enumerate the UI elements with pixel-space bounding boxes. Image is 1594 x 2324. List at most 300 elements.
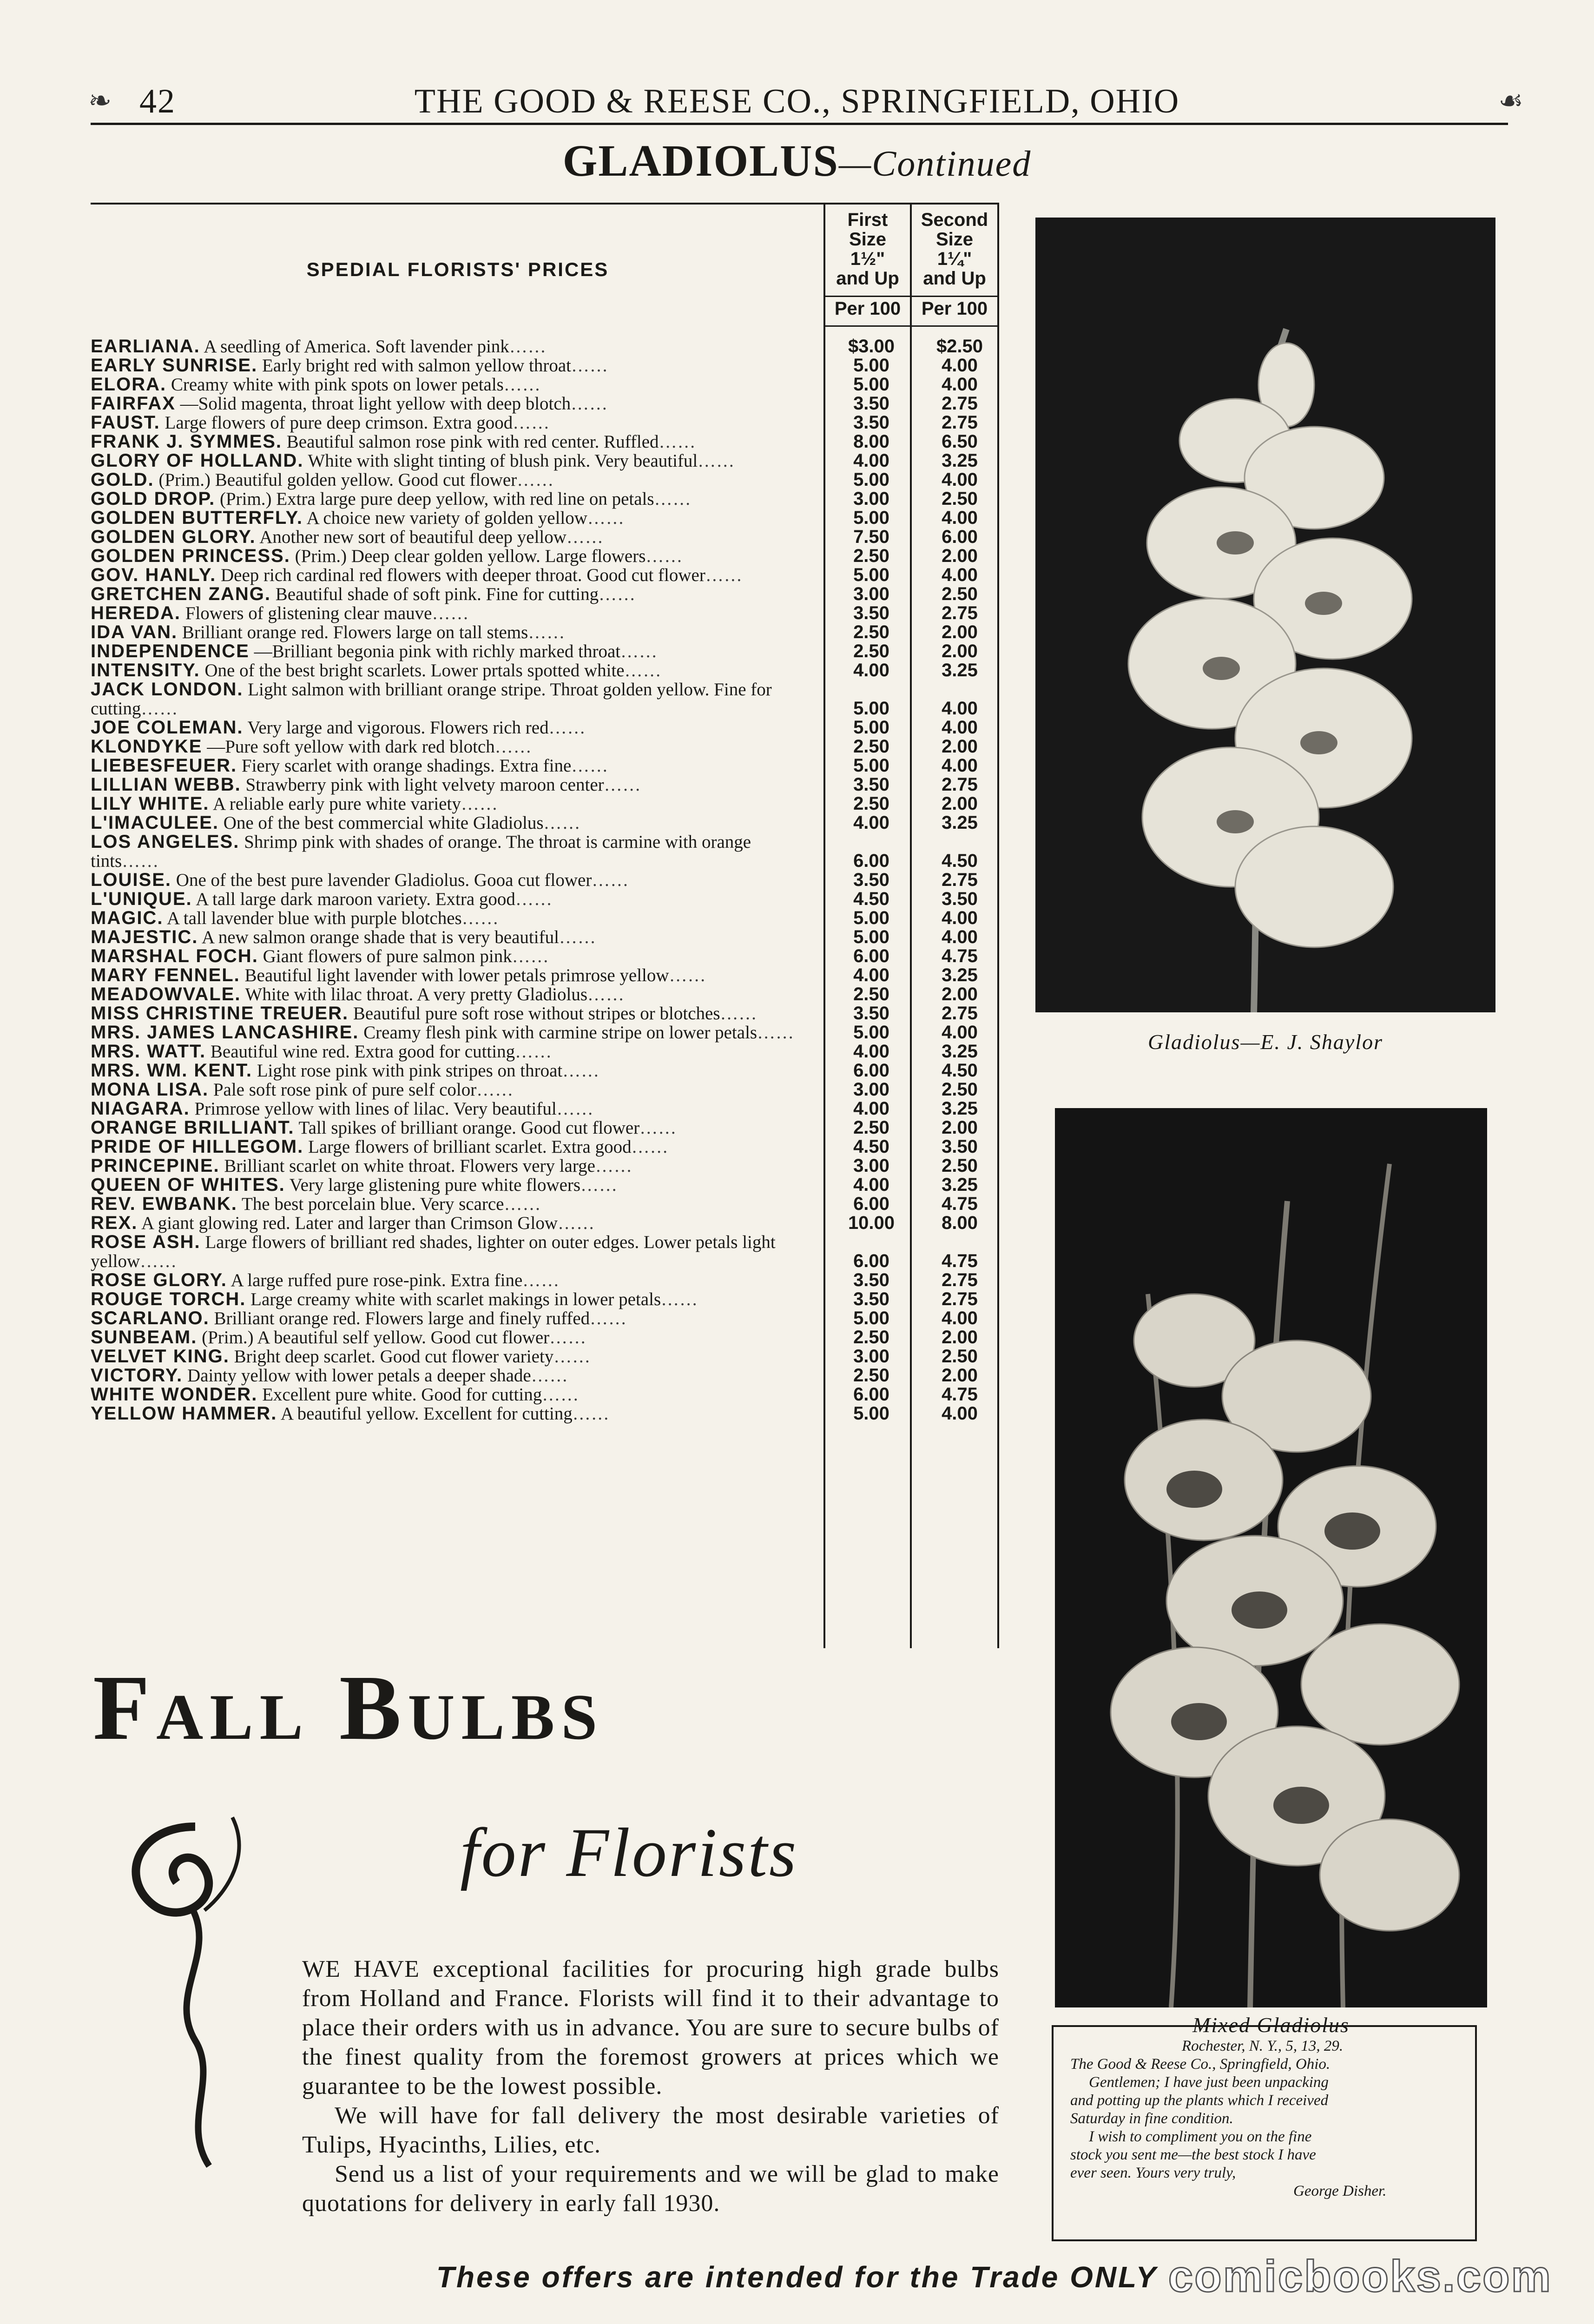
variety-description xyxy=(91,1156,820,1175)
variety-description xyxy=(91,775,820,794)
variety-description xyxy=(91,356,820,375)
variety-description xyxy=(91,718,820,737)
variety-name: GOLD. xyxy=(91,469,154,490)
variety-text: Very large and vigorous. Flowers rich red xyxy=(247,718,549,738)
variety-name: IDA VAN. xyxy=(91,622,178,642)
price-first-size: 3.50 xyxy=(853,774,889,795)
variety-description xyxy=(91,1271,820,1290)
price-first-size: 2.50 xyxy=(853,641,889,661)
price-second-size: 2.50 xyxy=(942,1079,978,1100)
table-row xyxy=(91,394,1004,413)
variety-name: HEREDA. xyxy=(91,603,181,623)
dot-leader: …… xyxy=(461,908,499,928)
letter-signature: George Disher. xyxy=(1293,2183,1387,2199)
dot-leader: …… xyxy=(590,1308,627,1328)
watermark: comicbooks.com xyxy=(1168,2251,1552,2301)
column-head-rule xyxy=(823,296,999,297)
price-first-size: 3.50 xyxy=(853,412,889,433)
variety-description xyxy=(91,1214,820,1233)
price-second-size: 2.50 xyxy=(942,584,978,604)
price-second-size: 4.00 xyxy=(942,927,978,947)
table-top-rule xyxy=(91,203,999,205)
table-row xyxy=(91,508,1004,528)
dot-leader: …… xyxy=(509,337,547,357)
column-unit-label: Per 100 xyxy=(921,298,988,319)
variety-text: Large flowers of pure deep crimson. Extra good xyxy=(165,413,513,433)
variety-name: VICTORY. xyxy=(91,1365,183,1386)
variety-text: Fiery scarlet with orange shadings. Extra fine xyxy=(241,756,572,776)
price-first-size: 6.00 xyxy=(853,1194,889,1214)
variety-name: VELVET KING. xyxy=(91,1346,230,1367)
fall-bulbs-title: Fall Bulbs xyxy=(93,1657,604,1759)
table-row xyxy=(91,604,1004,623)
left-ornament-icon: ❧ xyxy=(88,86,113,116)
variety-name: ROUGE TORCH. xyxy=(91,1289,246,1309)
price-second-size: 3.25 xyxy=(942,1098,978,1119)
price-first-size: 6.00 xyxy=(853,1251,889,1271)
variety-description xyxy=(91,1309,820,1328)
price-second-size: 4.00 xyxy=(942,1403,978,1424)
dot-leader: …… xyxy=(659,432,696,452)
price-first-size: 5.00 xyxy=(853,755,889,776)
dot-leader: …… xyxy=(515,1042,553,1062)
price-first-size: 4.00 xyxy=(853,1041,889,1062)
price-second-size: 3.25 xyxy=(942,1175,978,1195)
price-second-size: 2.75 xyxy=(942,870,978,890)
dot-leader: …… xyxy=(553,1347,591,1367)
variety-name: GOLDEN BUTTERFLY. xyxy=(91,508,303,528)
price-first-size: 4.00 xyxy=(853,965,889,985)
variety-name: NIAGARA. xyxy=(91,1098,190,1119)
variety-text: One of the best bright scarlets. Lower prtals spotted white xyxy=(204,660,625,680)
variety-text: Creamy flesh pink with carmine stripe on lower petals xyxy=(363,1023,757,1043)
price-first-size: 2.50 xyxy=(853,1365,889,1386)
variety-description xyxy=(91,337,820,356)
variety-description xyxy=(91,604,820,623)
table-row xyxy=(91,566,1004,585)
dot-leader: …… xyxy=(512,946,549,966)
price-second-size: 3.25 xyxy=(942,1041,978,1062)
variety-name: KLONDYKE xyxy=(91,736,203,757)
variety-description xyxy=(91,1004,820,1023)
variety-description xyxy=(91,1175,820,1195)
price-second-size: 2.00 xyxy=(942,793,978,814)
price-first-size: 2.50 xyxy=(853,546,889,566)
dot-leader: …… xyxy=(494,737,532,757)
letter-line: Gentlemen; I have just been unpacking xyxy=(1089,2074,1329,2091)
variety-description xyxy=(91,928,820,947)
right-ornament-icon: ☙ xyxy=(1498,86,1524,116)
table-row xyxy=(91,489,1004,508)
variety-description xyxy=(91,432,820,451)
dot-leader: …… xyxy=(595,1156,632,1176)
table-row xyxy=(91,966,1004,985)
variety-name: FAUST. xyxy=(91,412,160,433)
table-row xyxy=(91,1061,1004,1080)
running-title: THE GOOD & REESE CO., SPRINGFIELD, OHIO xyxy=(414,82,1180,120)
dot-leader: …… xyxy=(141,699,178,719)
variety-name: LIEBESFEUER. xyxy=(91,755,237,776)
variety-name: GOLDEN GLORY. xyxy=(91,527,256,547)
variety-text: Bright deep scarlet. Good cut flower variety xyxy=(234,1347,554,1367)
variety-text: Dainty yellow with lower petals a deeper shade xyxy=(187,1366,531,1386)
variety-name: WHITE WONDER. xyxy=(91,1384,258,1405)
dot-leader: …… xyxy=(122,851,159,871)
variety-text: A tall large dark maroon variety. Extra good xyxy=(196,889,515,909)
dot-leader: …… xyxy=(528,622,566,642)
variety-text: A tall lavender blue with purple blotches xyxy=(167,908,462,928)
price-second-size: 6.00 xyxy=(942,527,978,547)
fall-bulbs-body xyxy=(302,1954,999,2218)
variety-description xyxy=(91,756,820,775)
price-first-size: 4.00 xyxy=(853,1098,889,1119)
table-row xyxy=(91,832,1004,871)
table-row xyxy=(91,1118,1004,1137)
price-first-size: 4.50 xyxy=(853,889,889,909)
price-second-size: 4.00 xyxy=(942,469,978,490)
variety-name: ROSE GLORY. xyxy=(91,1270,227,1290)
price-second-size: 2.75 xyxy=(942,1003,978,1023)
dot-leader: …… xyxy=(654,489,692,509)
price-first-size: 6.00 xyxy=(853,1060,889,1081)
table-row xyxy=(91,1080,1004,1099)
table-row xyxy=(91,928,1004,947)
dot-leader: …… xyxy=(513,413,550,433)
price-second-size: 6.50 xyxy=(942,431,978,452)
table-row xyxy=(91,337,1004,356)
variety-description xyxy=(91,413,820,432)
dot-leader: …… xyxy=(549,1327,587,1347)
variety-name: ROSE ASH. xyxy=(91,1232,201,1252)
price-second-size: 2.75 xyxy=(942,393,978,414)
dot-leader: …… xyxy=(566,527,604,547)
dot-leader: …… xyxy=(531,1366,568,1386)
variety-text: Another new sort of beautiful deep yellow xyxy=(259,527,566,547)
table-row xyxy=(91,585,1004,604)
variety-name: REV. EWBANK. xyxy=(91,1194,237,1214)
variety-text: Tall spikes of brilliant orange. Good cut flower xyxy=(298,1118,640,1138)
variety-text: The best porcelain blue. Very scarce xyxy=(241,1194,504,1214)
variety-description xyxy=(91,1099,820,1118)
variety-description xyxy=(91,1080,820,1099)
variety-description xyxy=(91,375,820,394)
price-first-size: 5.00 xyxy=(853,1308,889,1328)
variety-text: Large flowers of brilliant scarlet. Extra good xyxy=(308,1137,632,1157)
variety-description xyxy=(91,470,820,489)
price-first-size: 7.50 xyxy=(853,527,889,547)
dot-leader: …… xyxy=(604,775,641,795)
price-second-size: 2.75 xyxy=(942,1289,978,1309)
variety-text: (Prim.) Deep clear golden yellow. Large flowers xyxy=(295,546,646,566)
table-row xyxy=(91,1290,1004,1309)
table-row xyxy=(91,1366,1004,1385)
price-second-size: 2.75 xyxy=(942,412,978,433)
variety-name: SUNBEAM. xyxy=(91,1327,198,1347)
variety-description xyxy=(91,813,820,832)
column-head-rule xyxy=(823,325,999,327)
dot-leader: …… xyxy=(432,603,469,623)
variety-description xyxy=(91,1137,820,1156)
variety-name: MRS. JAMES LANCASHIRE. xyxy=(91,1022,359,1043)
variety-name: EARLIANA. xyxy=(91,336,200,357)
trade-only-footer: These offers are intended for the Trade ONLY xyxy=(436,2260,1158,2294)
variety-description xyxy=(91,890,820,909)
table-row xyxy=(91,718,1004,737)
table-row xyxy=(91,1385,1004,1404)
dot-leader: …… xyxy=(140,1251,178,1271)
price-second-size: 4.00 xyxy=(942,508,978,528)
variety-name: FRANK J. SYMMES. xyxy=(91,431,283,452)
table-row xyxy=(91,1023,1004,1042)
column-header-second-size: Second Size 1¼" and Up xyxy=(921,210,988,289)
dot-leader: …… xyxy=(698,451,735,471)
dot-leader: …… xyxy=(757,1023,795,1043)
price-second-size: 4.00 xyxy=(942,1022,978,1043)
variety-name: PRIDE OF HILLEGOM. xyxy=(91,1136,304,1157)
price-first-size: 3.00 xyxy=(853,1346,889,1367)
price-first-size: 6.00 xyxy=(853,1384,889,1405)
variety-description xyxy=(91,623,820,642)
dot-leader: …… xyxy=(624,660,662,680)
variety-text: —Brilliant begonia pink with richly marked throat xyxy=(254,641,621,661)
table-row xyxy=(91,528,1004,547)
price-second-size: 4.00 xyxy=(942,908,978,928)
letter-line: stock you sent me—the best stock I have xyxy=(1070,2146,1316,2163)
letter-line: Saturday in fine condition. xyxy=(1070,2110,1233,2127)
price-first-size: 2.50 xyxy=(853,1327,889,1347)
price-first-size: 4.00 xyxy=(853,660,889,680)
variety-name: LOUISE. xyxy=(91,870,172,890)
variety-description xyxy=(91,909,820,928)
variety-text: Very large glistening pure white flowers xyxy=(289,1175,581,1195)
table-row xyxy=(91,909,1004,928)
variety-text: (Prim.) Beautiful golden yellow. Good cut flower xyxy=(158,470,517,490)
dot-leader: …… xyxy=(599,584,636,604)
price-first-size: 3.50 xyxy=(853,1289,889,1309)
variety-description xyxy=(91,489,820,508)
dot-leader: …… xyxy=(522,1270,560,1290)
price-second-size: 4.00 xyxy=(942,565,978,585)
price-first-size: 5.00 xyxy=(853,927,889,947)
price-first-size: 8.00 xyxy=(853,431,889,452)
price-second-size: 2.00 xyxy=(942,622,978,642)
variety-text: Beautiful wine red. Extra good for cutting xyxy=(210,1042,515,1062)
variety-name: GLORY OF HOLLAND. xyxy=(91,450,304,471)
price-second-size: 3.25 xyxy=(942,812,978,833)
variety-name: REX. xyxy=(91,1213,138,1233)
variety-description xyxy=(91,661,820,680)
variety-description xyxy=(91,1404,820,1423)
variety-text: A large ruffed pure rose-pink. Extra fine xyxy=(231,1270,523,1290)
dot-leader: …… xyxy=(705,565,743,585)
price-second-size: 2.75 xyxy=(942,774,978,795)
price-first-size: $3.00 xyxy=(848,336,895,357)
variety-description xyxy=(91,1347,820,1366)
variety-description xyxy=(91,1290,820,1309)
table-row xyxy=(91,1271,1004,1290)
table-row xyxy=(91,1309,1004,1328)
variety-name: ORANGE BRILLIANT. xyxy=(91,1117,295,1138)
dot-leader: …… xyxy=(580,1175,618,1195)
body-paragraph: WE HAVE exceptional facilities for procuring high grade bulbs from Holland and France. Florists will find it to their advantage to place their orders with us in advance. You are sure to secure bulbs of the finest quality from the foremost growers at prices which we guarantee to be the lowest possible. xyxy=(302,1956,999,2100)
table-row xyxy=(91,1214,1004,1233)
variety-name: YELLOW HAMMER. xyxy=(91,1403,277,1424)
price-table-rows xyxy=(91,337,1004,1423)
variety-description xyxy=(91,566,820,585)
table-row xyxy=(91,947,1004,966)
variety-name: INDEPENDENCE xyxy=(91,641,250,661)
price-second-size: 4.00 xyxy=(942,1308,978,1328)
letter-line: The Good & Reese Co., Springfield, Ohio. xyxy=(1070,2056,1331,2073)
variety-description xyxy=(91,871,820,890)
table-row xyxy=(91,1137,1004,1156)
dot-leader: …… xyxy=(587,984,625,1004)
variety-text: A reliable early pure white variety xyxy=(212,794,461,814)
price-second-size: 2.00 xyxy=(942,641,978,661)
photo-caption-bottom: Mixed Gladiolus xyxy=(1192,2013,1350,2037)
table-row xyxy=(91,1099,1004,1118)
price-first-size: 3.00 xyxy=(853,584,889,604)
mixed-gladiolus-photo xyxy=(1055,1108,1487,2007)
variety-description xyxy=(91,1328,820,1347)
variety-text: (Prim.) A beautiful self yellow. Good cut flower xyxy=(202,1327,550,1347)
variety-name: GOV. HANLY. xyxy=(91,565,217,585)
gladiolus-shaylor-photo xyxy=(1035,218,1495,1012)
price-second-size: 4.75 xyxy=(942,1194,978,1214)
dot-leader: …… xyxy=(661,1289,698,1309)
variety-name: GRETCHEN ZANG. xyxy=(91,584,271,604)
dot-leader: …… xyxy=(620,641,658,661)
variety-name: QUEEN OF WHITES. xyxy=(91,1175,285,1195)
variety-text: A new salmon orange shade that is very beautiful xyxy=(201,927,559,947)
price-second-size: 4.50 xyxy=(942,851,978,871)
dot-leader: …… xyxy=(515,889,553,909)
variety-description xyxy=(91,547,820,566)
table-row xyxy=(91,547,1004,566)
variety-text: Primrose yellow with lines of lilac. Very beautiful xyxy=(194,1099,557,1119)
variety-name: MARY FENNEL. xyxy=(91,965,240,985)
variety-name: MISS CHRISTINE TREUER. xyxy=(91,1003,349,1023)
price-first-size: 5.00 xyxy=(853,1022,889,1043)
table-row xyxy=(91,985,1004,1004)
table-row xyxy=(91,623,1004,642)
variety-name: LOS ANGELES. xyxy=(91,832,240,852)
price-second-size: 8.00 xyxy=(942,1213,978,1233)
price-first-size: 5.00 xyxy=(853,698,889,719)
variety-name: MONA LISA. xyxy=(91,1079,209,1100)
table-row xyxy=(91,451,1004,470)
dot-leader: …… xyxy=(543,813,581,833)
body-paragraph: We will have for fall delivery the most desirable varieties of Tulips, Hyacinths, Lilies, etc. xyxy=(302,2102,999,2158)
fall-bulbs-subtitle: for Florists xyxy=(460,1814,798,1891)
variety-name: LILLIAN WEBB. xyxy=(91,774,241,795)
testimonial-letter xyxy=(1052,2025,1477,2241)
table-row xyxy=(91,661,1004,680)
price-second-size: 2.75 xyxy=(942,603,978,623)
variety-description xyxy=(91,832,820,871)
variety-description xyxy=(91,585,820,604)
variety-text: Giant flowers of pure salmon pink xyxy=(263,946,512,966)
letter-line: Rochester, N. Y., 5, 13, 29. xyxy=(1182,2038,1344,2054)
dot-leader: …… xyxy=(587,508,625,528)
table-row xyxy=(91,890,1004,909)
variety-text: Creamy white with pink spots on lower petals xyxy=(171,375,504,395)
price-second-size: 2.00 xyxy=(942,1365,978,1386)
dot-leader: …… xyxy=(558,1213,595,1233)
variety-name: JACK LONDON. xyxy=(91,679,244,700)
variety-text: Large flowers of brilliant red shades, lighter on outer edges. Lower petals light yellow xyxy=(91,1232,776,1271)
price-first-size: 5.00 xyxy=(853,355,889,376)
variety-text: Excellent pure white. Good for cutting xyxy=(262,1385,542,1405)
variety-description xyxy=(91,680,820,718)
table-label: SPEDIAL FLORISTS' PRICES xyxy=(306,258,609,280)
table-row xyxy=(91,794,1004,813)
variety-name: MAGIC. xyxy=(91,908,164,928)
table-row xyxy=(91,413,1004,432)
table-row xyxy=(91,1004,1004,1023)
variety-text: Large creamy white with scarlet makings in lower petals xyxy=(250,1289,661,1309)
variety-name: L'IMACULEE. xyxy=(91,812,219,833)
letter-line: I wish to compliment you on the fine xyxy=(1089,2128,1312,2145)
letter-line: and potting up the plants which I received xyxy=(1070,2092,1329,2109)
variety-text: Beautiful shade of soft pink. Fine for cutting xyxy=(275,584,599,604)
table-row xyxy=(91,680,1004,718)
dot-leader: …… xyxy=(556,1099,594,1119)
variety-text: Beautiful light lavender with lower petals primrose yellow xyxy=(244,965,669,985)
price-second-size: 4.00 xyxy=(942,355,978,376)
variety-name: PRINCEPINE. xyxy=(91,1155,220,1176)
dot-leader: …… xyxy=(562,1061,600,1081)
price-second-size: 3.50 xyxy=(942,1136,978,1157)
price-second-size: 4.75 xyxy=(942,1251,978,1271)
variety-text: Strawberry pink with light velvety maroon center xyxy=(245,775,604,795)
variety-description xyxy=(91,794,820,813)
body-paragraph: Send us a list of your requirements and we will be glad to make quotations for delivery in early fall 1930. xyxy=(302,2161,999,2217)
variety-description xyxy=(91,1385,820,1404)
variety-text: One of the best commercial white Gladiolus xyxy=(223,813,544,833)
variety-name: MEADOWVALE. xyxy=(91,984,241,1004)
dot-leader: …… xyxy=(669,965,706,985)
variety-description xyxy=(91,528,820,547)
dot-leader: …… xyxy=(646,546,683,566)
price-first-size: 2.50 xyxy=(853,736,889,757)
price-second-size: 2.00 xyxy=(942,1327,978,1347)
variety-name: SCARLANO. xyxy=(91,1308,210,1328)
price-first-size: 4.00 xyxy=(853,812,889,833)
price-second-size: 2.50 xyxy=(942,489,978,509)
variety-description xyxy=(91,642,820,661)
price-first-size: 3.00 xyxy=(853,489,889,509)
variety-text: White with lilac throat. A very pretty Gladiolus xyxy=(245,984,588,1004)
price-first-size: 2.50 xyxy=(853,984,889,1004)
price-first-size: 5.00 xyxy=(853,717,889,738)
price-first-size: 4.00 xyxy=(853,450,889,471)
variety-description xyxy=(91,1366,820,1385)
variety-name: MARSHAL FOCH. xyxy=(91,946,258,966)
variety-name: L'UNIQUE. xyxy=(91,889,192,909)
table-row xyxy=(91,1347,1004,1366)
dot-leader: …… xyxy=(548,718,586,738)
letter-line: ever seen. Yours very truly, xyxy=(1070,2165,1236,2181)
price-second-size: 4.00 xyxy=(942,698,978,719)
variety-name: MAJESTIC. xyxy=(91,927,198,947)
photo-caption-top: Gladiolus—E. J. Shaylor xyxy=(1148,1030,1383,1054)
table-row xyxy=(91,1042,1004,1061)
price-first-size: 3.50 xyxy=(853,1270,889,1290)
table-row xyxy=(91,470,1004,489)
variety-description xyxy=(91,947,820,966)
price-second-size: 2.00 xyxy=(942,736,978,757)
